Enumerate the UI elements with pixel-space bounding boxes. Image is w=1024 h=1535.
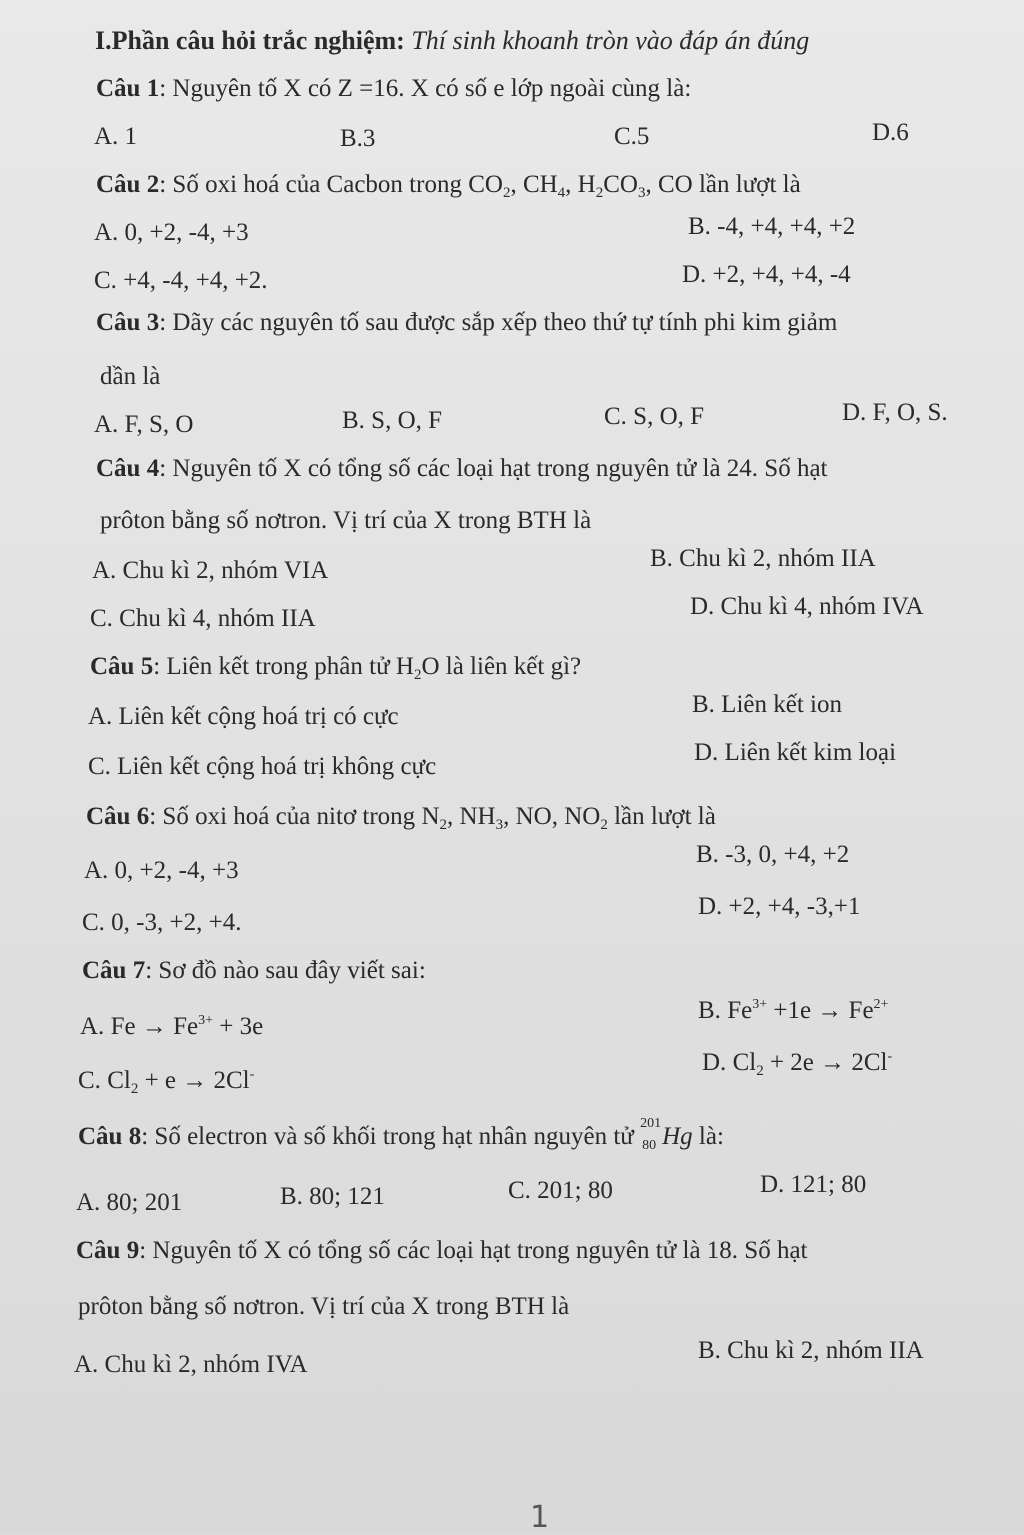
question-3-cont: dần là — [100, 363, 161, 390]
question-text: : Nguyên tố X có Z =16. X có số e lớp ngoài cùng là: — [159, 75, 692, 102]
option-5c[interactable]: C. Liên kết cộng hoá trị không cực — [88, 753, 437, 780]
option-5a[interactable]: A. Liên kết cộng hoá trị có cực — [88, 703, 399, 730]
question-1 — [96, 74, 691, 104]
option-4c[interactable]: C. Chu kì 4, nhóm IIA — [90, 605, 316, 632]
question-9-cont: prôton bằng số nơtron. Vị trí của X trong BTH là — [78, 1293, 570, 1320]
formula-no: NO — [515, 803, 552, 830]
question-label: Câu 5 — [90, 653, 154, 680]
option-3c[interactable]: C. S, O, F — [604, 403, 705, 430]
question-4: Câu 4: Nguyên tố X có tổng số các loại hạt trong nguyên tử là 24. Số hạt — [96, 455, 828, 482]
question-label: Câu 2 — [96, 171, 160, 198]
question-9: Câu 9: Nguyên tố X có tổng số các loại hạt trong nguyên tử là 18. Số hạt — [76, 1237, 808, 1264]
option-9a[interactable]: A. Chu kì 2, nhóm IVA — [74, 1351, 308, 1378]
question-label: Câu 1 — [96, 75, 160, 102]
option-2a[interactable]: A. 0, +2, -4, +3 — [94, 219, 249, 246]
option-3d[interactable]: D. F, O, S. — [842, 399, 948, 426]
formula-h2co3: $H_2CO_3$ — [577, 171, 646, 201]
option-1d[interactable]: D.6 — [872, 119, 909, 146]
question-label: Câu 6 — [86, 803, 150, 830]
nuclide-notation: 201 80 — [640, 1116, 662, 1154]
option-9b[interactable]: B. Chu kì 2, nhóm IIA — [698, 1337, 924, 1364]
option-4a[interactable]: A. Chu kì 2, nhóm VIA — [92, 557, 329, 584]
option-2d[interactable]: D. +2, +4, +4, -4 — [682, 261, 851, 288]
option-7c[interactable]: C. $Cl_2 + e \to 2Cl^-$ — [78, 1067, 255, 1097]
option-5b[interactable]: B. Liên kết ion — [692, 691, 842, 718]
option-1c[interactable]: C.5 — [614, 123, 650, 150]
formula-co: CO — [657, 171, 693, 198]
nuclide-symbol: Hg — [662, 1123, 693, 1150]
question-3: Câu 3: Dãy các nguyên tố sau được sắp xếp theo thứ tự tính phi kim giảm — [96, 309, 838, 336]
page-number: 1 — [530, 1500, 550, 1535]
question-2: Câu 2: Số oxi hoá của Cacbon trong $CO_2$, $CH_4$, $H_2CO_3$, CO lần lượt là — [96, 171, 801, 201]
question-label: Câu 9 — [76, 1237, 140, 1264]
question-label: Câu 4 — [96, 455, 160, 482]
option-2b[interactable]: B. -4, +4, +4, +2 — [688, 213, 856, 240]
option-5d[interactable]: D. Liên kết kim loại — [694, 739, 897, 766]
formula-no2: $NO_2$ — [564, 803, 608, 833]
question-label: Câu 3 — [96, 309, 160, 336]
section-header — [95, 26, 809, 56]
option-4d[interactable]: D. Chu kì 4, nhóm IVA — [690, 593, 924, 620]
question-6: Câu 6: Số oxi hoá của nitơ trong $N_2$, $NH_3$, NO, $NO_2$ lần lượt là — [86, 803, 716, 833]
option-8c[interactable]: C. 201; 80 — [508, 1177, 613, 1204]
question-label: Câu 7 — [82, 957, 146, 984]
section-title: I.Phần câu hỏi trắc nghiệm: — [95, 26, 405, 55]
formula-h2o: $H_2O$ — [395, 653, 440, 683]
option-6d[interactable]: D. +2, +4, -3,+1 — [698, 893, 861, 920]
option-3a[interactable]: A. F, S, O — [94, 411, 194, 438]
option-7d[interactable]: D. $Cl_2 + 2e \to 2Cl^-$ — [702, 1049, 893, 1079]
question-label: Câu 8 — [78, 1123, 142, 1150]
option-4b[interactable]: B. Chu kì 2, nhóm IIA — [650, 545, 876, 572]
option-2c[interactable]: C. +4, -4, +4, +2. — [94, 267, 268, 294]
formula-n2: $N_2$ — [421, 803, 447, 833]
option-3b[interactable]: B. S, O, F — [342, 407, 443, 434]
option-8d[interactable]: D. 121; 80 — [760, 1171, 867, 1198]
formula-co2: $CO_2$ — [468, 171, 511, 201]
option-6c[interactable]: C. 0, -3, +2, +4. — [82, 909, 242, 936]
option-8b[interactable]: B. 80; 121 — [280, 1183, 385, 1210]
question-7: Câu 7: Sơ đồ nào sau đây viết sai: — [82, 957, 426, 984]
formula-ch4: $CH_4$ — [522, 171, 566, 201]
section-instruction: Thí sinh khoanh tròn vào đáp án đúng — [411, 26, 810, 55]
question-4-cont: prôton bằng số nơtron. Vị trí của X trong BTH là — [100, 507, 592, 534]
option-7a[interactable]: A. $Fe \to Fe^{3+} + 3e$ — [80, 1013, 264, 1040]
question-8: Câu 8: Số electron và số khối trong hạt nhân nguyên tử 201 80 Hg là: — [78, 1116, 724, 1154]
formula-nh3: $NH_3$ — [459, 803, 504, 833]
question-5: Câu 5: Liên kết trong phân tử $H_2O$ là liên kết gì? — [90, 653, 582, 683]
option-7b[interactable]: B. $Fe^{3+} +1e \to Fe^{2+}$ — [698, 997, 889, 1024]
option-8a[interactable]: A. 80; 201 — [76, 1189, 183, 1216]
option-6b[interactable]: B. -3, 0, +4, +2 — [696, 841, 850, 868]
option-6a[interactable]: A. 0, +2, -4, +3 — [84, 857, 239, 884]
option-1a[interactable]: A. 1 — [94, 123, 138, 150]
option-1b[interactable]: B.3 — [340, 125, 376, 152]
